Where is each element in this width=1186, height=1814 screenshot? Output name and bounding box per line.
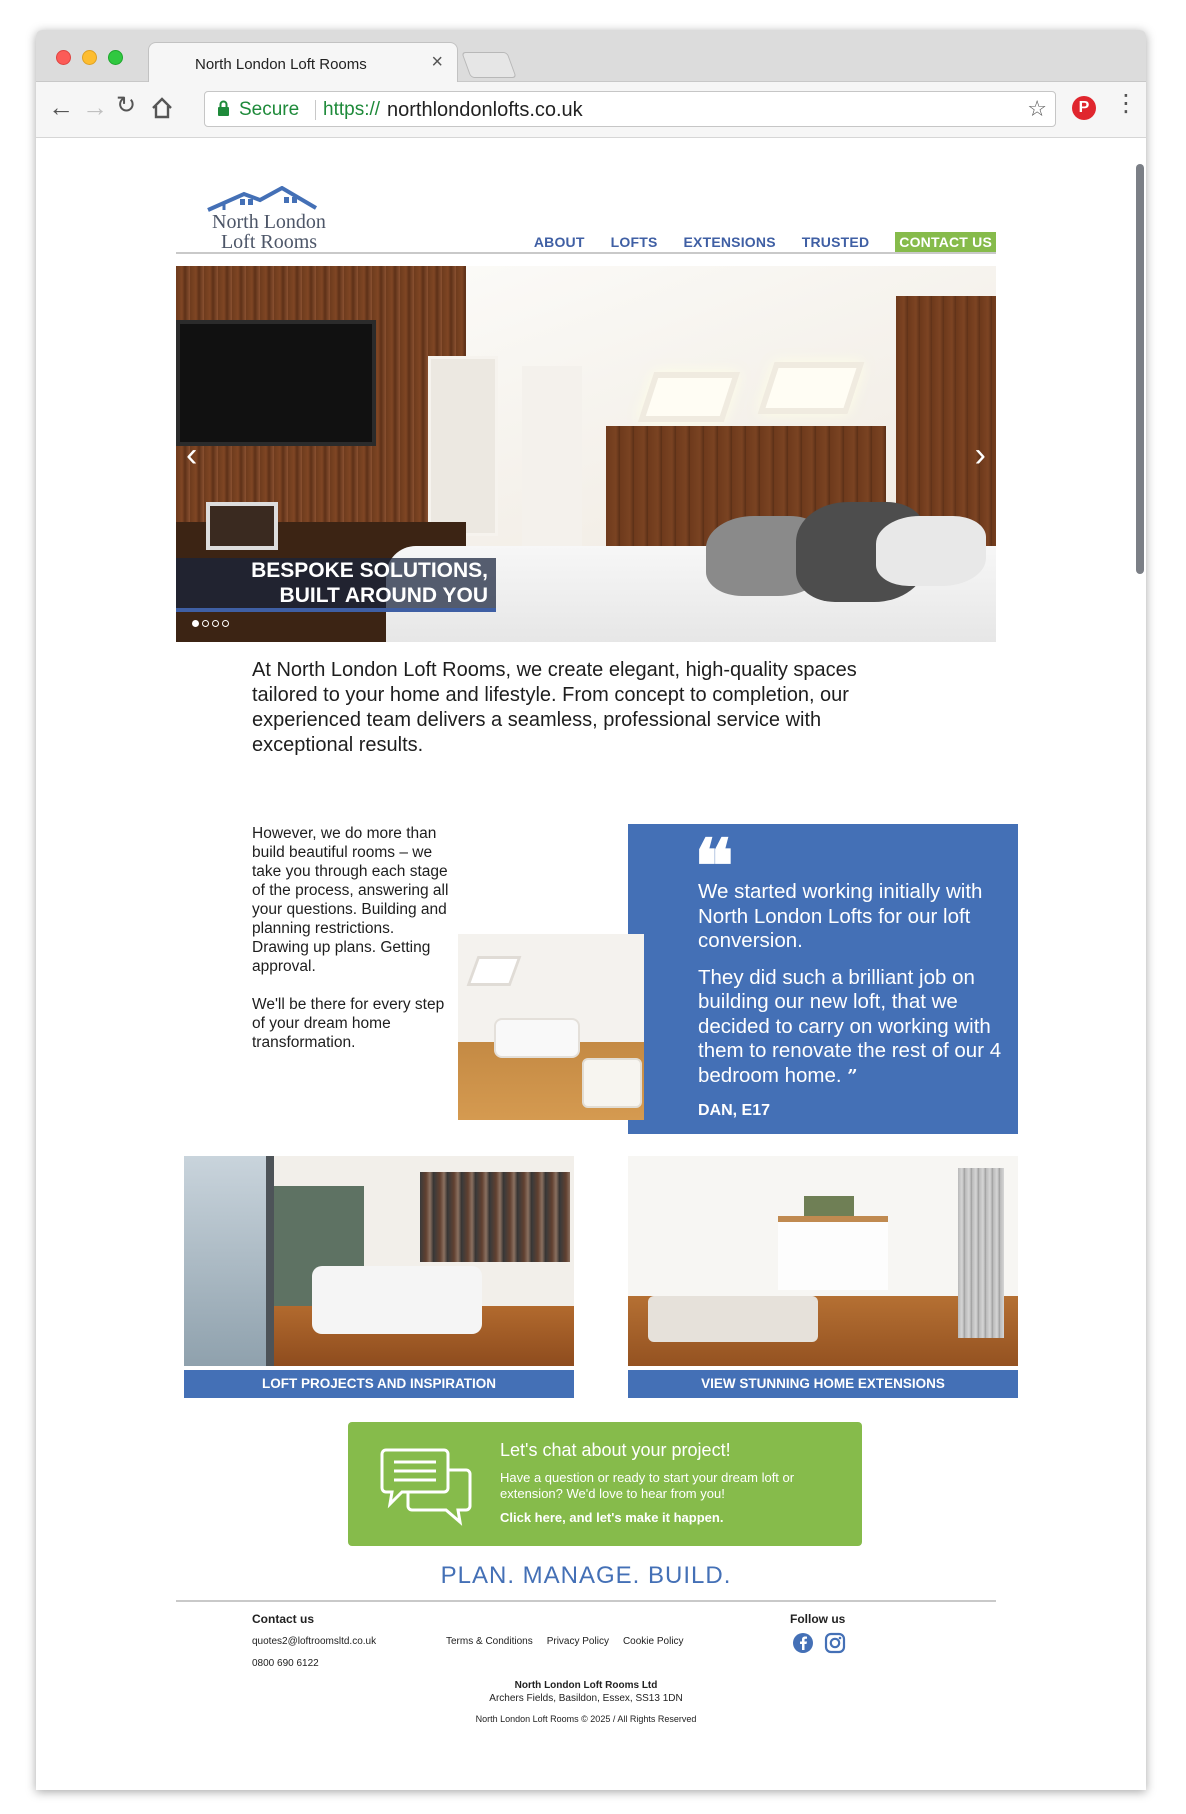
back-icon[interactable]: ← <box>48 92 74 122</box>
company-address: Archers Fields, Basildon, Essex, SS13 1DN <box>489 1693 683 1704</box>
nav-contact-us[interactable]: CONTACT US <box>895 232 996 252</box>
close-window-button[interactable] <box>56 50 71 65</box>
image-wardrobe <box>420 1172 570 1262</box>
hero-photo-pillow <box>876 516 986 586</box>
loft-projects-card[interactable] <box>184 1156 574 1398</box>
hero-photo-tv <box>176 320 376 446</box>
image-kitchen <box>778 1216 888 1290</box>
chat-link[interactable]: Click here, and let's make it happen. <box>500 1510 724 1525</box>
lock-icon <box>217 100 230 117</box>
testimonial-paragraph-2 <box>698 966 1008 1090</box>
new-tab-button[interactable] <box>461 52 516 78</box>
chat-cta-banner[interactable] <box>348 1422 862 1546</box>
url-separator <box>315 100 316 120</box>
process-paragraph-2: We'll be there for every step of your dream home transformation. <box>252 996 445 1051</box>
image-window <box>467 956 522 986</box>
hero-caption-line-1: BESPOKE SOLUTIONS, <box>251 559 488 582</box>
tab-title: North London Loft Rooms <box>195 56 367 73</box>
slider-dot[interactable] <box>212 620 219 627</box>
scrollbar[interactable] <box>1134 164 1146 564</box>
loft-bedroom-image <box>458 934 644 1120</box>
star-icon[interactable]: ☆ <box>1027 96 1047 121</box>
hero-caption <box>176 558 496 612</box>
reload-icon[interactable]: ↻ <box>116 92 137 119</box>
image-bed <box>312 1266 482 1334</box>
follow-title: Follow us <box>790 1612 846 1626</box>
terms-link[interactable]: Terms & Conditions <box>446 1636 533 1647</box>
home-extensions-card[interactable] <box>628 1156 1018 1398</box>
home-extensions-button[interactable]: VIEW STUNNING HOME EXTENSIONS <box>628 1370 1018 1398</box>
nav-trusted[interactable]: TRUSTED <box>801 234 870 250</box>
hero-caption-line-2: BUILT AROUND YOU <box>279 584 488 607</box>
tagline: PLAN. MANAGE. BUILD. <box>440 1562 732 1589</box>
maximize-window-button[interactable] <box>108 50 123 65</box>
logo-line-2: Loft Rooms <box>220 231 318 253</box>
image-chair <box>582 1058 642 1108</box>
cookie-link[interactable]: Cookie Policy <box>622 1636 684 1647</box>
scrollbar-thumb[interactable] <box>1136 164 1144 574</box>
hero-photo-frame <box>206 502 278 550</box>
home-extensions-image[interactable] <box>628 1156 1018 1366</box>
url-scheme: https:// <box>323 99 381 120</box>
image-bed <box>494 1018 580 1058</box>
instagram-icon[interactable] <box>824 1632 846 1654</box>
page-viewport <box>36 156 1146 1790</box>
slider-dot[interactable] <box>222 620 229 627</box>
hero-photo-door <box>428 356 498 536</box>
logo-line-1: North London <box>212 211 326 233</box>
slider-dot[interactable] <box>202 620 209 627</box>
slider-dots <box>192 620 229 627</box>
loft-projects-button[interactable]: LOFT PROJECTS AND INSPIRATION <box>184 1370 574 1398</box>
browser-window <box>36 30 1146 1790</box>
slider-next-icon[interactable]: › <box>974 436 986 474</box>
nav-extensions[interactable]: EXTENSIONS <box>683 234 776 250</box>
menu-icon[interactable]: ⋮ <box>1114 90 1138 117</box>
privacy-link[interactable]: Privacy Policy <box>546 1636 609 1647</box>
image-radiator <box>958 1168 1004 1338</box>
home-icon[interactable] <box>150 96 174 120</box>
testimonial-body <box>698 880 1008 1101</box>
pinterest-icon[interactable]: P <box>1072 96 1096 120</box>
facebook-icon[interactable] <box>792 1632 814 1654</box>
hero-photo-skylight <box>758 362 865 414</box>
slider-prev-icon[interactable]: ‹ <box>186 436 198 474</box>
chat-bubbles-icon <box>378 1446 474 1526</box>
logo-text <box>204 212 334 252</box>
legal-links <box>446 1636 684 1647</box>
contact-email[interactable]: quotes2@loftroomsltd.co.uk <box>252 1636 377 1647</box>
chat-description: Have a question or ready to start your dream loft or extension? We'd love to hear from you! <box>500 1470 795 1501</box>
company-name: North London Loft Rooms Ltd <box>514 1680 658 1691</box>
open-quote-icon: ❝ <box>694 824 734 910</box>
site-header <box>176 186 996 254</box>
hero-slider <box>176 266 996 642</box>
close-quote-icon: ” <box>847 1065 858 1087</box>
chat-title: Let's chat about your project! <box>500 1440 731 1460</box>
testimonial-paragraph-2-text: They did such a brilliant job on building our new loft, that we decided to carry on working with them to renovate the rest of our 4 bedroom home. <box>698 965 1002 1087</box>
intro-paragraph: At North London Loft Rooms, we create elegant, high-quality spaces tailored to your home and lifestyle. From concept to completion, our experienced team delivers a seamless, professional service with exceptional results. <box>252 659 857 756</box>
tab-close-icon[interactable]: × <box>431 51 443 73</box>
process-text <box>252 824 452 1071</box>
image-window <box>184 1156 274 1366</box>
url-host: northlondonlofts.co.uk <box>387 99 583 121</box>
loft-projects-image[interactable] <box>184 1156 574 1366</box>
address-bar[interactable] <box>204 91 1056 127</box>
browser-toolbar <box>36 82 1146 138</box>
nav-about[interactable]: ABOUT <box>533 234 585 250</box>
copyright: North London Loft Rooms © 2025 / All Rights Reserved <box>475 1714 697 1724</box>
site-logo[interactable] <box>204 186 334 252</box>
footer-divider <box>176 1600 996 1602</box>
testimonial-author: DAN, E17 <box>698 1102 771 1119</box>
secure-label: Secure <box>239 99 300 120</box>
main-nav <box>534 232 996 252</box>
minimize-window-button[interactable] <box>82 50 97 65</box>
hero-photo-door <box>522 366 582 552</box>
title-bar <box>36 30 1146 82</box>
image-sofa <box>648 1296 818 1342</box>
nav-lofts[interactable]: LOFTS <box>610 234 658 250</box>
testimonial-paragraph-1: We started working initially with North London Lofts for our loft conversion. <box>698 880 983 952</box>
contact-title: Contact us <box>252 1612 315 1626</box>
browser-tab[interactable] <box>148 42 458 83</box>
process-paragraph-1: However, we do more than build beautiful rooms – we take you through each stage of the process, answering all your questions. Building and planning restrictions. Drawing up plans. Getting approval. <box>252 825 449 975</box>
slider-dot[interactable] <box>192 620 199 627</box>
forward-icon[interactable]: → <box>82 92 108 122</box>
hero-photo-skylight <box>638 372 740 422</box>
testimonial-box <box>628 824 1018 1134</box>
contact-phone[interactable]: 0800 690 6122 <box>252 1658 319 1669</box>
